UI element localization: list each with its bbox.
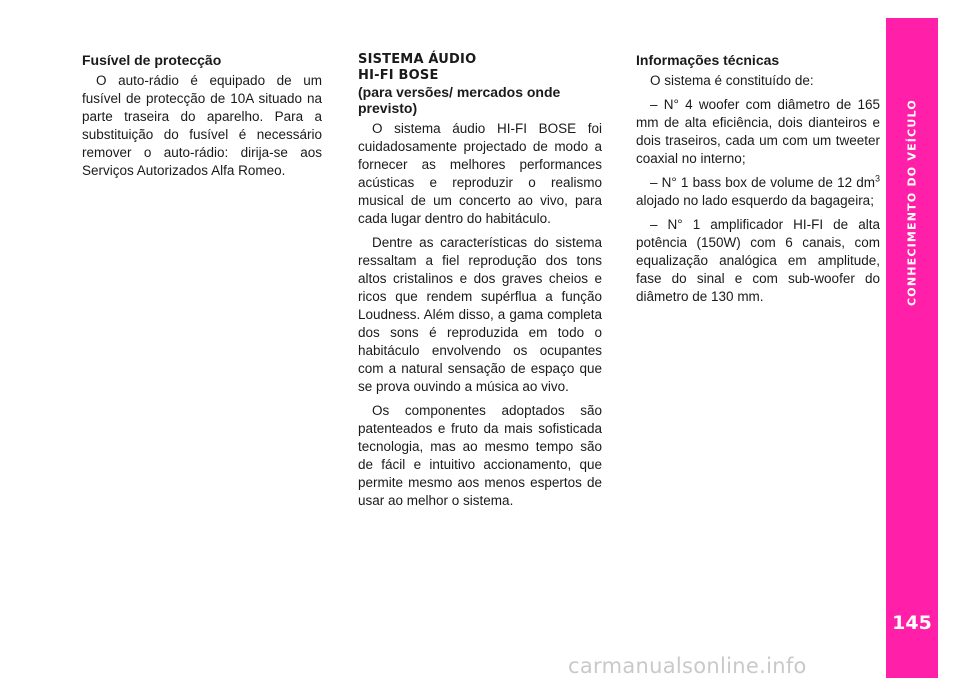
fuse-heading: Fusível de protecção [82, 52, 222, 68]
column-fuse [82, 52, 322, 186]
column-technical [636, 52, 880, 312]
technical-heading: Informações técnicas [636, 52, 780, 68]
bose-paragraph-1: O sistema áudio HI-FI BOSE foi cuidadosamente projectado de modo a fornecer as melhores performances acústicas e reproduzir o realismo musical de um concerto ao vivo, para cada lugar dentro do habitáculo. [358, 121, 602, 226]
technical-item-amplifier: – N° 1 amplificador HI-FI de alta potência (150W) com 6 canais, com equalização analógica em amplitude, fase do sinal e com sub-woofer do diâmetro de 130 mm. [636, 217, 880, 304]
section-title: CONHECIMENTO DO VEÍCULO [905, 99, 919, 306]
bose-heading-line1: SISTEMA ÁUDIO [358, 52, 477, 67]
page-number: 145 [892, 612, 932, 634]
bose-paragraph-3: Os componentes adoptados são patenteados e fruto da mais sofisticada tecnologia, mas ao mesmo tempo são de fácil e intuitivo accionamento, que permite mesmo aos menos espertos de usar ao melhor o sistema. [358, 403, 602, 508]
technical-intro: O sistema é constituído de: [650, 73, 814, 88]
bassbox-text: – N° 1 bass box de volume de 12 dm [650, 175, 875, 190]
bose-paragraph-2: Dentre as características do sistema ressaltam a fiel reprodução dos tons altos cristalinos e dos graves cheios e ricos que rendem supérflua a função Loudness. Além disso, a gama completa dos sons é reproduzida em todo o habitáculo envolvendo os ocupantes com a natural sensação de espaço que se prova ouvindo a música ao vivo. [358, 235, 602, 394]
bose-subheading: (para versões/ mercados onde previsto) [358, 84, 561, 116]
bassbox-superscript: 3 [874, 173, 880, 184]
bassbox-text-end: alojado no lado esquerdo da bagageira; [636, 193, 874, 208]
bose-heading-line2: HI-FI BOSE [358, 68, 439, 83]
watermark: carmanualsonline.info [568, 654, 807, 678]
fuse-paragraph: O auto-rádio é equipado de um fusível de protecção de 10A situado na parte traseira do aparelho. Para a substituição do fusível é necessário remover o auto-rádio: dirija-se aos Serviços Autorizados Alfa Romeo. [82, 73, 322, 178]
column-bose [358, 52, 602, 516]
technical-item-bassbox [636, 174, 880, 210]
technical-item-woofer: – N° 4 woofer com diâmetro de 165 mm de alta eficiência, dois dianteiros e dois traseiros, cada um com um tweeter coaxial no interno; [636, 97, 880, 166]
